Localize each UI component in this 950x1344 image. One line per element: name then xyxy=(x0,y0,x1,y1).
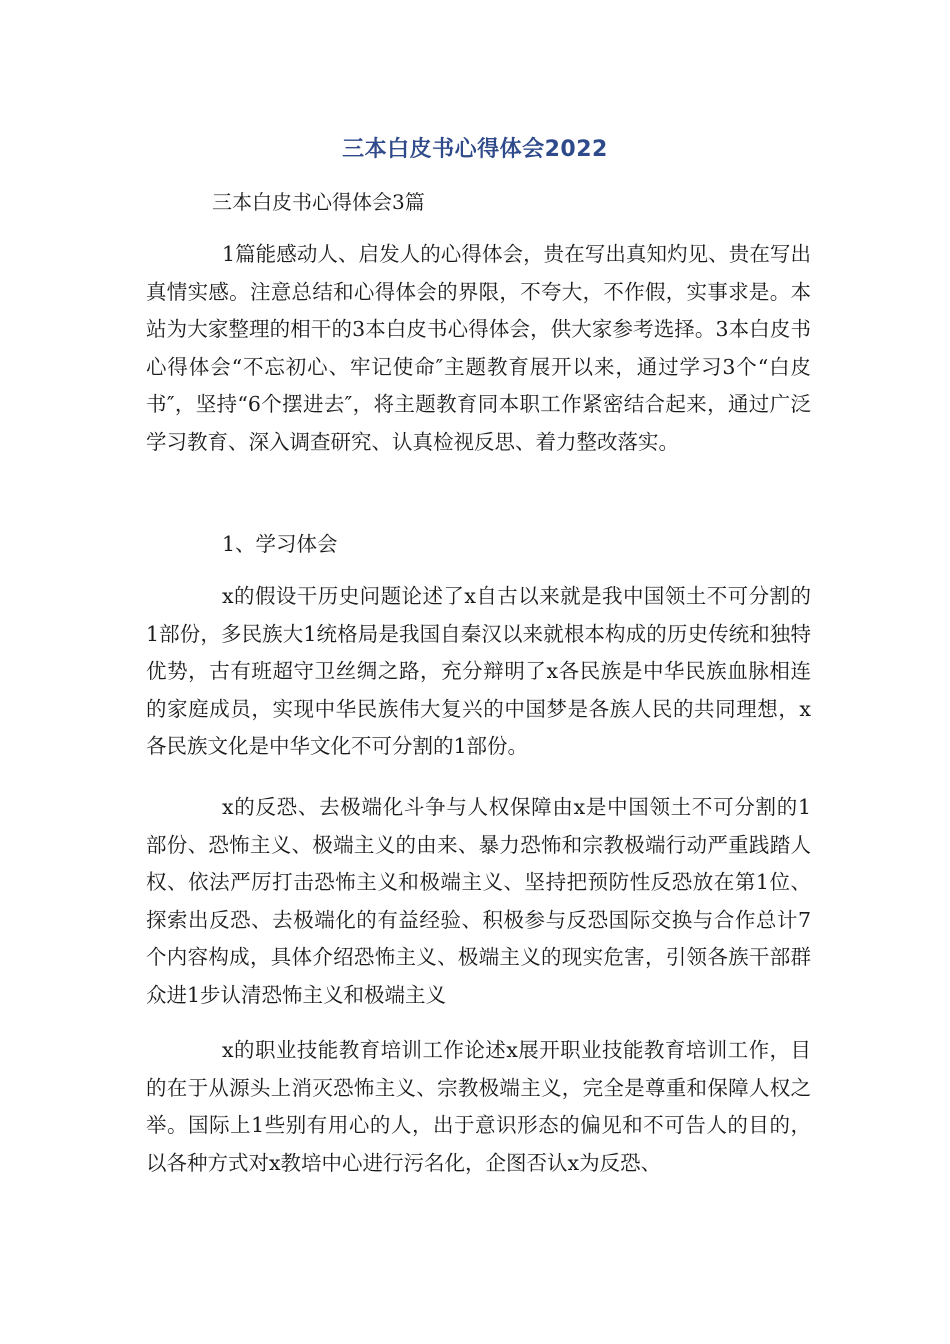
paragraph-vocational-training: x的职业技能教育培训工作论述x展开职业技能教育培训工作，目的在于从源头上消灭恐怖主义、宗教极端主义，完全是尊重和保障人权之举。国际上1些别有用心的人，出于意识形态的偏见和不可告人的目的，以各种方式对x教培中心进行污名化，企图否认x为反恐、 xyxy=(146,1038,811,1175)
section-heading: 1、学习体会 xyxy=(222,532,338,556)
document-title: 三本白皮书心得体会2022 xyxy=(342,137,608,162)
paragraph-counter-terrorism: x的反恐、去极端化斗争与人权保障由x是中国领土不可分割的1部份、恐怖主义、极端主义的由来、暴力恐怖和宗教极端行动严重践踏人权、依法严厉打击恐怖主义和极端主义、坚持把预防性反恐放在第1位、探索出反恐、去极端化的有益经验、积极参与反恐国际交换与合作总计7个内容构成，具体介绍恐怖主义、极端主义的现实危害，引领各族干部群众进1步认清恐怖主义和极端主义 xyxy=(146,795,811,1007)
document-subtitle: 三本白皮书心得体会3篇 xyxy=(212,190,425,214)
paragraph-intro: 1篇能感动人、启发人的心得体会，贵在写出真知灼见、贵在写出真情实感。注意总结和心得体会的界限，不夸大，不作假，实事求是。本站为大家整理的相干的3本白皮书心得体会，供大家参考选择。3本白皮书心得体会“不忘初心、牢记使命″主题教育展开以来，通过学习3个“白皮书″，坚持“6个摆进去″，将主题教育同本职工作紧密结合起来，通过广泛学习教育、深入调查研究、认真检视反思、着力整改落实。 xyxy=(146,242,811,454)
paragraph-history: x的假设干历史问题论述了x自古以来就是我中国领土不可分割的1部份，多民族大1统格局是我国自秦汉以来就根本构成的历史传统和独特优势，古有班超守卫丝绸之路，充分辩明了x各民族是中华民族血脉相连的家庭成员，实现中华民族伟大复兴的中国梦是各族人民的共同理想，x各民族文化是中华文化不可分割的1部份。 xyxy=(146,584,811,758)
